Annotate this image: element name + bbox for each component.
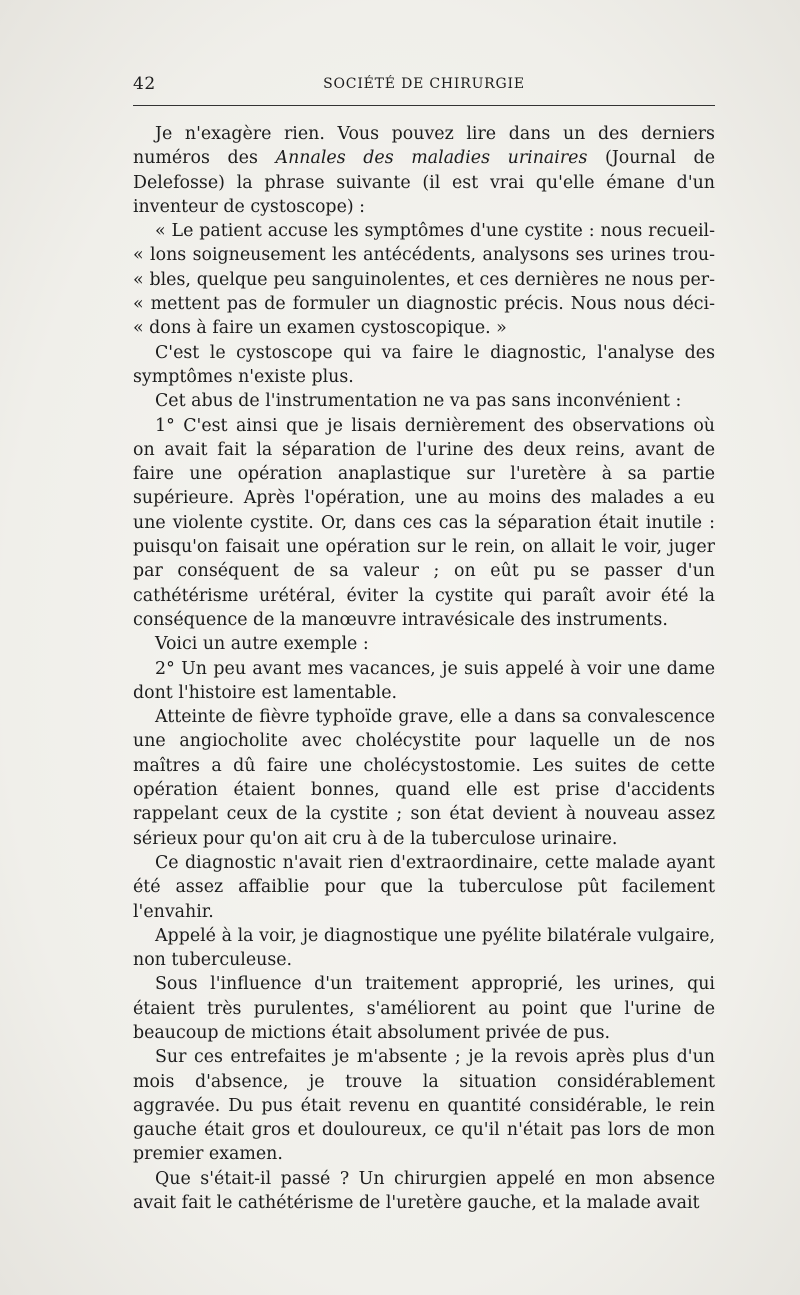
body-text <box>133 122 715 1215</box>
paragraph: Sous l'influence d'un traitement approprié, les urines, qui étaient très purulentes, s'améliorent au point que l'urine de beaucoup de mictions était absolument privée de pus. <box>133 974 715 1043</box>
paragraph: 2° Un peu avant mes vacances, je suis appelé à voir une dame dont l'histoire est lamentable. <box>133 658 715 703</box>
paragraph: Cet abus de l'instrumentation ne va pas sans inconvénient : <box>155 391 682 412</box>
quote-line: « dons à faire un examen cystoscopique. » <box>133 318 507 339</box>
page-header <box>133 74 715 96</box>
running-title: SOCIÉTÉ DE CHIRURGIE <box>323 76 525 92</box>
page-number: 42 <box>133 74 156 94</box>
paragraph: C'est le cystoscope qui va faire le diagnostic, l'analyse des symptômes n'existe plus. <box>133 342 715 387</box>
paragraph: Ce diagnostic n'avait rien d'extraordinaire, cette malade ayant été assez affaiblie pour que la tuberculose pût facilement l'envahir. <box>133 852 715 922</box>
quote-line: « bles, quelque peu sanguinolentes, et ces dernières ne nous per- <box>133 269 715 290</box>
paragraph: Que s'était-il passé ? Un chirurgien appelé en mon absence avait fait le cathétérisme de l'uretère gauche, et la malade avait <box>133 1168 715 1214</box>
paragraph: Voici un autre exemple : <box>155 634 369 655</box>
journal-title: Annales des maladies urinaires <box>275 148 588 169</box>
header-rule <box>133 105 715 106</box>
quote-line: « mettent pas de formuler un diagnostic précis. Nous nous déci- <box>133 294 715 315</box>
paragraph: 1° C'est ainsi que je lisais dernièrement des observations où on avait fait la séparation de l'urine des deux reins, avant de faire une opération anaplastique sur l'uretère à sa partie supérieure. Après l'opération, une au moins des malades a eu une violente cystite. Or, dans ces cas la séparation était inutile : puisqu'on faisait une opération sur le rein, on allait le voir, juger par conséquent de sa valeur ; on eût pu se passer d'un cathétérisme urétéral, éviter la cystite qui paraît avoir été la conséquence de la manœuvre intravésicale des instruments. <box>133 415 715 630</box>
intro-after: (Journal de Delefosse) la phrase suivante (il est vrai qu'elle émane d'un inventeur de cystoscope) : <box>133 148 715 217</box>
quote-line: « lons soigneusement les antécédents, analysons ses urines trou- <box>133 245 715 266</box>
paragraph: Appelé à la voir, je diagnostique une pyélite bilatérale vulgaire, non tuberculeuse. <box>133 925 715 971</box>
paragraph: Atteinte de fièvre typhoïde grave, elle a dans sa convalescence une angiocholite avec cholécystite pour laquelle un de nos maîtres a dû faire une cholécystostomie. Les suites de cette opération étaient bonnes, quand elle est prise d'accidents rappelant ceux de la cystite ; son état devient à nouveau assez sérieux pour qu'on ait cru à de la tuberculose urinaire. <box>133 707 715 849</box>
quote-line: « Le patient accuse les symptômes d'une cystite : nous recueil- <box>155 221 715 242</box>
block-quote <box>133 219 715 340</box>
paragraph-intro <box>133 122 715 219</box>
paragraph: Sur ces entrefaites je m'absente ; je la revois après plus d'un mois d'absence, je trouve la situation considérablement aggravée. Du pus était revenu en quantité considérable, le rein gauche était gros et douloureux, ce qu'il n'était pas lors de mon premier examen. <box>133 1047 715 1165</box>
intro-before: Je n'exagère rien. Vous pouvez lire dans un des derniers numéros des <box>133 124 715 169</box>
